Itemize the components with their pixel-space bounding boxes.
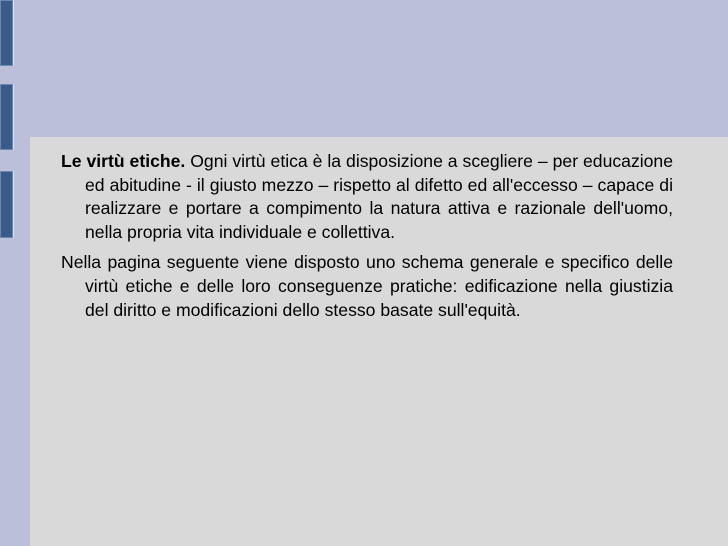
accent-bar-middle [0, 84, 14, 150]
paragraph-lead-heading: Le virtù etiche. [61, 151, 186, 171]
accent-bar-top [0, 0, 14, 66]
paragraph-body: Ogni virtù etica è la disposizione a scegliere – per educazione ed abitudine - il giusto mezzo – rispetto al difetto ed all'eccesso – capace di realizzare e portare a compimento la natura attiva e razionale dell'uomo, nella propria vita individuale e collettiva. [85, 151, 673, 242]
slide-text-block [61, 150, 673, 329]
accent-bar-bottom [0, 171, 14, 238]
paragraph-body: Nella pagina seguente viene disposto uno schema generale e specifico delle virtù etiche e delle loro conseguenze pratiche: edificazione nella giustizia del diritto e modificazioni dello stesso basate sull'equità. [61, 252, 673, 320]
paragraph-virtu-etiche [61, 150, 673, 244]
paragraph-schema-note [61, 251, 673, 322]
